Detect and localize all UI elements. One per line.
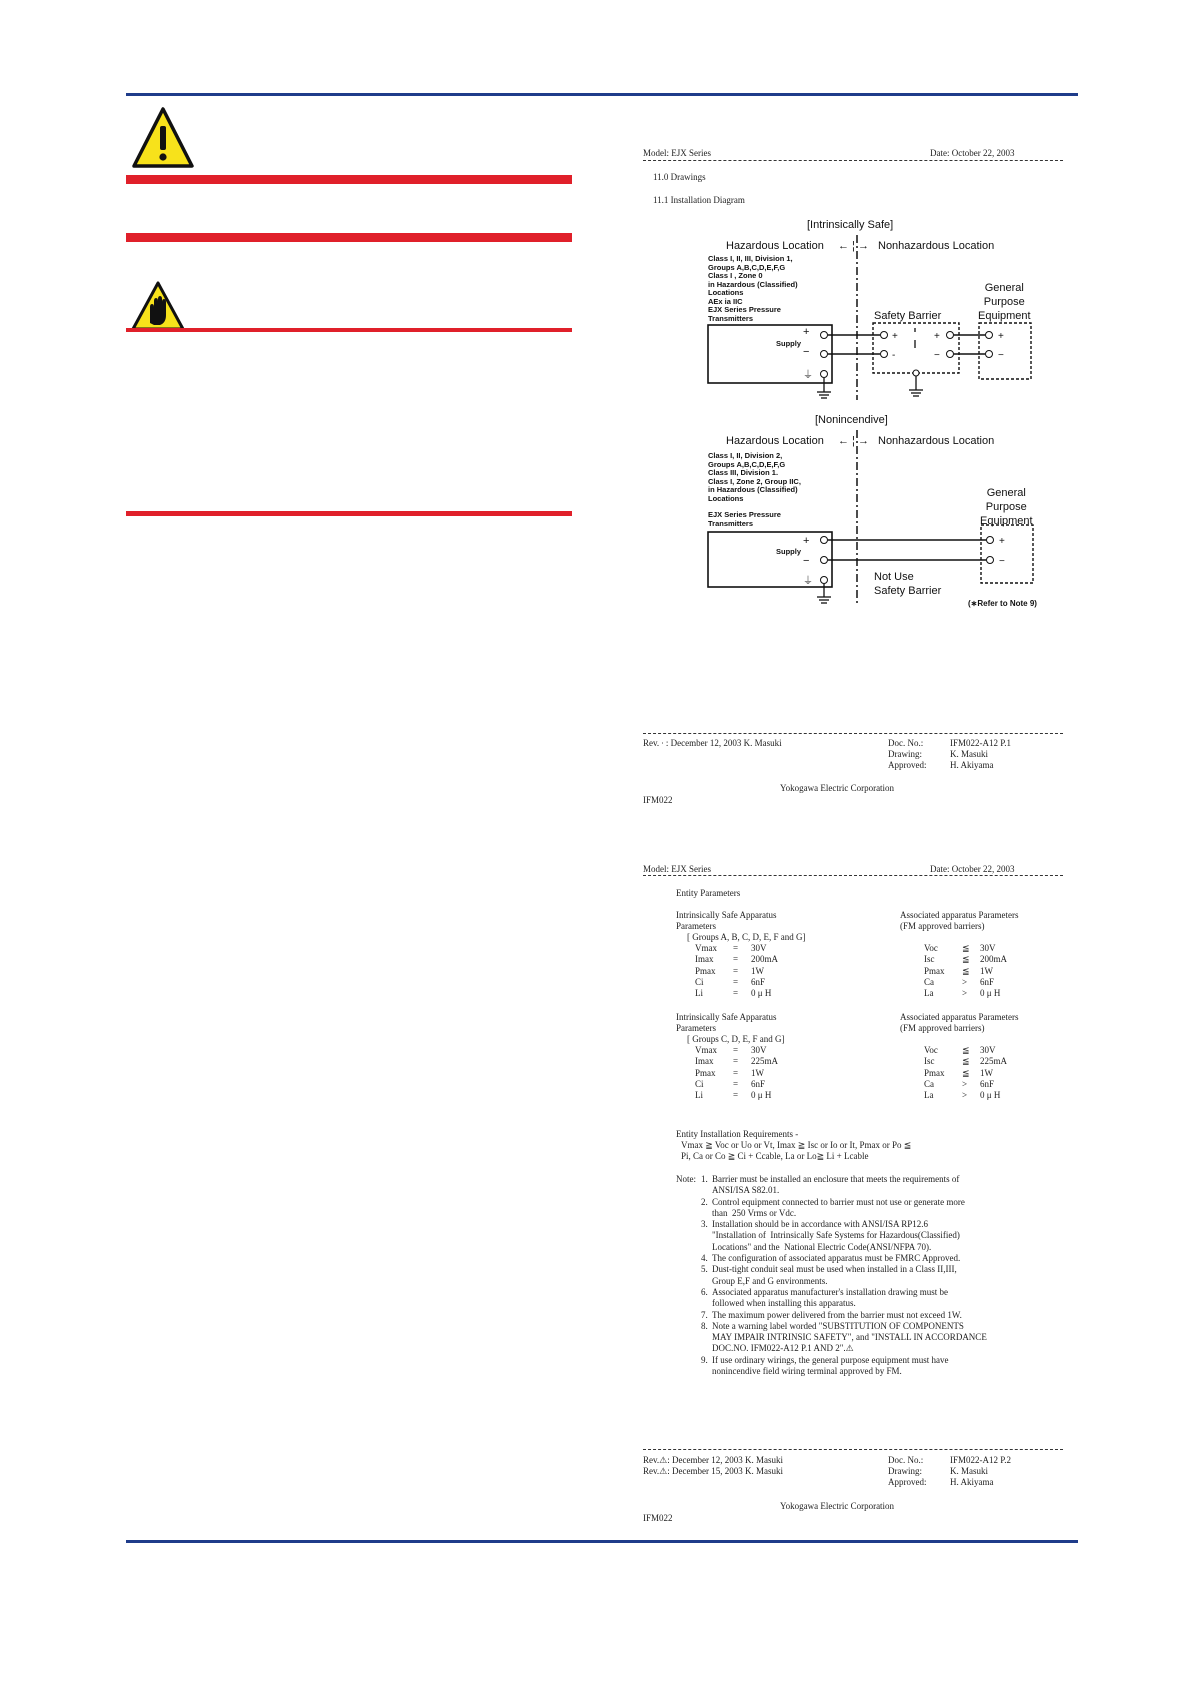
param-row-cell: = [733, 988, 739, 999]
gp-line: Equipment [980, 515, 1033, 527]
note-text: Note a warning label worded "SUBSTITUTION OF COMPONENTS [712, 1320, 964, 1331]
note-number: 3. [701, 1219, 708, 1230]
note-text: The configuration of associated apparatus must be FMRC Approved. [712, 1253, 961, 1264]
block1-rows [695, 943, 778, 999]
svg-text:−: − [998, 350, 1004, 361]
note-number: 5. [701, 1264, 708, 1275]
doc2-drawing-label: Drawing: [888, 1466, 922, 1476]
block1-right-title-line: Associated apparatus Parameters [900, 910, 1019, 920]
block1-left-title-line: Intrinsically Safe Apparatus [676, 910, 777, 920]
block2-left-title [676, 1012, 776, 1034]
assoc-param-row-cell: ≦ [962, 1056, 970, 1067]
block1-associated-rows [924, 943, 1007, 999]
param-row-cell: = [733, 1078, 739, 1089]
assoc-param-row [924, 1045, 1007, 1056]
param-row-cell: = [733, 1056, 739, 1067]
doc2-footer-rule [643, 1449, 1063, 1450]
param-row-cell: = [733, 943, 739, 953]
ni-arrows: ← ¦ → [838, 435, 869, 447]
ni-class-line: Locations [708, 493, 744, 503]
svg-text:+: + [999, 536, 1005, 547]
note-line [701, 1230, 987, 1241]
ni-title: [Nonincendive] [815, 414, 888, 426]
assoc-param-row-cell: Pmax [924, 965, 945, 976]
param-row-cell: 6nF [751, 1078, 766, 1089]
note-line [701, 1310, 987, 1321]
note-line [701, 1253, 987, 1264]
param-row-cell: Vmax [695, 943, 717, 953]
ni-minus-label: − [803, 555, 810, 567]
note-text: Installation should be in accordance with ANSI/ISA RP12.6 [712, 1219, 928, 1230]
gp-line: General [984, 282, 1024, 294]
warning-triangle-icon [131, 106, 195, 170]
assoc-param-row-cell: Isc [924, 954, 935, 965]
ni-class-line: Class I, II, Division 2, [708, 451, 783, 460]
note-line [701, 1174, 987, 1185]
important-bar-bottom [126, 511, 572, 516]
note-line [701, 1276, 987, 1287]
param-row-cell: Vmax [695, 1045, 717, 1055]
assoc-param-row-cell: Ca [924, 1078, 934, 1089]
param-row [695, 1079, 778, 1090]
note-line [701, 1298, 987, 1309]
doc1-section-drawings: 11.0 Drawings [653, 172, 706, 182]
note-text: ANSI/ISA S82.01. [712, 1185, 780, 1196]
note-number: 9. [701, 1354, 708, 1365]
assoc-param-row-cell: ≦ [962, 1045, 970, 1055]
svg-text:−: − [999, 556, 1005, 567]
svg-text:+: + [998, 331, 1004, 342]
assoc-param-row-cell: 0 μ H [980, 988, 1001, 999]
assoc-param-row-cell: 225mA [980, 1056, 1007, 1067]
doc2-docno: IFM022-A12 P.2 [950, 1455, 1012, 1465]
note-text: The maximum power delivered from the barrier must not exceed 1W. [712, 1309, 962, 1320]
doc1-header-rule [643, 160, 1063, 161]
assoc-param-row-cell: 30V [980, 1045, 996, 1055]
param-row-cell: 200mA [751, 954, 778, 965]
param-row-cell: Li [695, 1090, 703, 1101]
param-row-cell: Pmax [695, 965, 716, 976]
ni-supply-label: Supply [776, 547, 802, 556]
doc1-company: Yokogawa Electric Corporation [780, 783, 895, 793]
note-text: Associated apparatus manufacturer's installation drawing must be [712, 1286, 949, 1297]
block2-rows [695, 1045, 778, 1101]
note-text: than 250 Vrms or Vdc. [712, 1207, 797, 1218]
gp-line: Purpose [985, 501, 1027, 513]
param-row [695, 1045, 778, 1056]
block2-right-title [900, 1012, 1018, 1034]
note-text: Control equipment connected to barrier must not use or generate more [712, 1196, 965, 1207]
doc1-header-date: Date: October 22, 2003 [930, 148, 1015, 158]
note-line [701, 1242, 987, 1253]
assoc-param-row-cell: Isc [924, 1056, 935, 1067]
param-row-cell: 0 μ H [751, 1090, 772, 1101]
block2-groups: [ Groups C, D, E, F and G] [687, 1034, 785, 1044]
block1-left-title [676, 910, 776, 932]
block2-associated-rows [924, 1045, 1007, 1101]
refer-note: (∗Refer to Note 9) [968, 599, 1037, 608]
assoc-param-row [924, 966, 1007, 977]
param-row-cell: = [733, 1090, 739, 1101]
doc2-header-model: Model: EJX Series [643, 864, 711, 874]
ni-class-line: Groups A,B,C,D,E,F,G [708, 459, 786, 469]
param-row [695, 1090, 778, 1101]
assoc-param-row-cell: 6nF [980, 976, 995, 987]
assoc-param-row-cell: > [962, 1090, 968, 1101]
block2-left-title-line: Parameters [676, 1023, 716, 1033]
bottom-rule [126, 1540, 1078, 1543]
note-text: MAY IMPAIR INTRINSIC SAFETY", and "INSTALL IN ACCORDANCE [712, 1332, 987, 1343]
is-class-line: Locations [708, 288, 744, 297]
assoc-param-row-cell: ≦ [962, 954, 970, 965]
assoc-param-row [924, 1090, 1007, 1101]
block1-left-title-line: Parameters [676, 921, 716, 931]
doc2-footer-rev2: Rev.⚠: December 15, 2003 K. Masuki [643, 1466, 783, 1476]
svg-text:−: − [934, 350, 940, 361]
assoc-param-row-cell: Voc [924, 1045, 938, 1055]
entity-title: Entity Parameters [676, 888, 741, 898]
doc2-approved-label: Approved: [888, 1477, 927, 1487]
assoc-param-row-cell: ≦ [962, 1067, 970, 1078]
note-line [701, 1287, 987, 1298]
assoc-param-row-cell: La [924, 988, 934, 999]
note-text: Dust-tight conduit seal must be used when installed in a Class II,III, [712, 1264, 957, 1275]
doc2-form-id: IFM022 [643, 1513, 673, 1523]
is-class-line: Transmitters [708, 313, 754, 323]
note-line [701, 1321, 987, 1332]
param-row [695, 977, 778, 988]
param-row-cell: = [733, 1067, 739, 1078]
doc1-drawing-label: Drawing: [888, 749, 922, 759]
note-text: If use ordinary wirings, the general purpose equipment must have [712, 1354, 949, 1365]
important-bar-top [126, 328, 572, 332]
param-row-cell: 6nF [751, 976, 766, 987]
is-minus-label: − [803, 346, 810, 358]
ni-class-line: Class I, Zone 2, Group IIC, [708, 476, 801, 486]
block1-groups: [ Groups A, B, C, D, E, F and G] [687, 932, 806, 942]
note-text: followed when installing this apparatus. [712, 1298, 856, 1309]
assoc-param-row [924, 977, 1007, 988]
block1-right-title-line: (FM approved barriers) [900, 921, 985, 931]
param-row [695, 954, 778, 965]
note-line [701, 1219, 987, 1230]
notes-list [701, 1174, 987, 1377]
note-text: nonincendive field wiring terminal approved by FM. [712, 1366, 902, 1377]
note-line [701, 1197, 987, 1208]
note-number: 6. [701, 1286, 708, 1297]
ni-class-line: Class III, Division 1. [708, 468, 779, 477]
is-hazardous-label: Hazardous Location [726, 240, 824, 252]
param-row-cell: Imax [695, 1056, 714, 1067]
note-line [701, 1332, 987, 1343]
doc1-section-install: 11.1 Installation Diagram [653, 195, 745, 205]
assoc-param-row-cell: Ca [924, 976, 934, 987]
ni-plus-label: + [803, 535, 810, 547]
note-label: Note: [676, 1174, 696, 1184]
param-row-cell: = [733, 1045, 739, 1055]
hand-stop-icon [131, 281, 185, 331]
is-safety-barrier-label: Safety Barrier [874, 310, 942, 322]
assoc-param-row-cell: ≦ [962, 965, 970, 976]
is-class-line: Class I, II, III, Division 1, [708, 254, 793, 263]
ni-transmitter-line: Transmitters [708, 518, 754, 528]
warning-bar-bottom [126, 233, 572, 242]
param-row-cell: 0 μ H [751, 988, 772, 999]
note-line [701, 1343, 987, 1354]
warning-bar-top [126, 175, 572, 184]
is-class-line: Class I , Zone 0 [708, 271, 763, 280]
param-row [695, 988, 778, 999]
is-plus-label: + [803, 326, 810, 338]
param-row-cell: = [733, 954, 739, 965]
block1-right-title [900, 910, 1018, 932]
param-row-cell: Imax [695, 954, 714, 965]
param-row-cell: Ci [695, 1078, 704, 1089]
note-text: DOC.NO. IFM022-A12 P.1 AND 2".⚠ [712, 1343, 854, 1354]
block2-right-title-line: (FM approved barriers) [900, 1023, 985, 1033]
note-number: 4. [701, 1253, 708, 1264]
param-row-cell: 30V [751, 943, 767, 953]
ni-class-line: in Hazardous (Classified) [708, 485, 798, 494]
param-row-cell: Li [695, 988, 703, 999]
assoc-param-row [924, 1068, 1007, 1079]
note-number: 2. [701, 1196, 708, 1207]
note-line [701, 1264, 987, 1275]
assoc-param-row-cell: > [962, 976, 968, 987]
doc2-drawing: K. Masuki [950, 1466, 988, 1476]
top-rule [126, 93, 1078, 96]
assoc-param-row-cell: ≦ [962, 943, 970, 953]
param-row-cell: = [733, 965, 739, 976]
ni-hazardous-label: Hazardous Location [726, 435, 824, 447]
is-supply-label: Supply [776, 339, 802, 348]
not-use-line: Not Use [874, 571, 914, 583]
svg-text:-: - [892, 350, 896, 361]
param-row-cell: Pmax [695, 1067, 716, 1078]
note-line [701, 1355, 987, 1366]
not-use-line: Safety Barrier [874, 585, 942, 597]
note-line [701, 1366, 987, 1377]
assoc-param-row-cell: > [962, 1078, 968, 1089]
block2-right-title-line: Associated apparatus Parameters [900, 1012, 1019, 1022]
doc1-footer-rev: Rev. ∙ : December 12, 2003 K. Masuki [643, 738, 782, 748]
note-text: "Installation of Intrinsically Safe Systems for Hazardous(Classified) [712, 1230, 960, 1241]
assoc-param-row [924, 943, 1007, 954]
assoc-param-row-cell: 1W [980, 965, 993, 976]
param-row [695, 943, 778, 954]
note-line [701, 1185, 987, 1196]
doc1-header-model: Model: EJX Series [643, 148, 711, 158]
param-row [695, 1068, 778, 1079]
param-row-cell: 1W [751, 965, 764, 976]
param-row-cell: Ci [695, 976, 704, 987]
req-line: Vmax ≧ Voc or Uo or Vt, Imax ≧ Isc or Io or It, Pmax or Po ≦ [681, 1140, 912, 1150]
gp-line: General [986, 487, 1026, 499]
assoc-param-row-cell: 0 μ H [980, 1090, 1001, 1101]
note-line [701, 1208, 987, 1219]
note-number: 7. [701, 1309, 708, 1320]
assoc-param-row-cell: 6nF [980, 1078, 995, 1089]
is-wiring-diagram [700, 230, 1080, 410]
doc2-header-rule [643, 875, 1063, 876]
doc1-form-id: IFM022 [643, 795, 673, 805]
assoc-param-row-cell: 30V [980, 943, 996, 953]
param-row [695, 1056, 778, 1067]
is-class-line: in Hazardous (Classified) [708, 279, 798, 289]
ni-nonhazardous-label: Nonhazardous Location [878, 435, 995, 447]
param-row-cell: 30V [751, 1045, 767, 1055]
doc2-approved: H. Akiyama [950, 1477, 994, 1487]
gp-line: Equipment [978, 310, 1031, 322]
ni-wiring-diagram [700, 425, 1080, 610]
is-arrows: ← ¦ → [838, 240, 869, 252]
doc1-docno: IFM022-A12 P.1 [950, 738, 1012, 748]
param-row [695, 966, 778, 977]
is-class-line: Groups A,B,C,D,E,F,G [708, 262, 786, 272]
doc2-docno-label: Doc. No.: [888, 1455, 924, 1465]
assoc-param-row-cell: 1W [980, 1067, 993, 1078]
doc1-drawing: K. Masuki [950, 749, 988, 759]
doc2-company: Yokogawa Electric Corporation [780, 1501, 895, 1511]
note-number: 8. [701, 1320, 708, 1331]
note-text: Group E,F and G environments. [712, 1275, 828, 1286]
block2-left-title-line: Intrinsically Safe Apparatus [676, 1012, 777, 1022]
is-class-line: AEx ia IIC [708, 296, 743, 306]
assoc-param-row-cell: > [962, 988, 968, 999]
param-row-cell: 225mA [751, 1056, 778, 1067]
doc1-approved: H. Akiyama [950, 760, 994, 770]
param-row-cell: 1W [751, 1067, 764, 1078]
assoc-param-row [924, 1056, 1007, 1067]
param-row-cell: = [733, 976, 739, 987]
svg-text:⏚: ⏚ [803, 576, 813, 587]
doc1-approved-label: Approved: [888, 760, 927, 770]
ni-transmitter-line: EJX Series Pressure [708, 510, 781, 519]
doc1-footer-rule [643, 733, 1063, 734]
doc2-footer-rev1: Rev.⚠: December 12, 2003 K. Masuki [643, 1455, 783, 1465]
svg-text:+: + [934, 331, 940, 342]
note-text: Locations" and the National Electric Code(ANSI/NFPA 70). [712, 1241, 932, 1252]
assoc-param-row-cell: Voc [924, 943, 938, 953]
req-title: Entity Installation Requirements - [676, 1129, 799, 1139]
note-text: Barrier must be installed an enclosure that meets the requirements of [712, 1174, 960, 1184]
is-nonhazardous-label: Nonhazardous Location [878, 240, 995, 252]
doc2-header-date: Date: October 22, 2003 [930, 864, 1015, 874]
svg-text:⏚: ⏚ [803, 370, 813, 381]
is-class-line: EJX Series Pressure [708, 305, 781, 314]
assoc-param-row [924, 988, 1007, 999]
assoc-param-row-cell: Pmax [924, 1067, 945, 1078]
assoc-param-row [924, 954, 1007, 965]
assoc-param-row [924, 1079, 1007, 1090]
assoc-param-row-cell: 200mA [980, 954, 1007, 965]
req-line: Pi, Ca or Co ≧ Ci + Ccable, La or Lo≧ Li + Lcable [681, 1151, 869, 1161]
doc1-docno-label: Doc. No.: [888, 738, 924, 748]
is-title: [Intrinsically Safe] [807, 219, 894, 231]
assoc-param-row-cell: La [924, 1090, 934, 1101]
note-number: 1. [701, 1174, 708, 1184]
gp-line: Purpose [983, 296, 1025, 308]
svg-text:+: + [892, 331, 898, 342]
